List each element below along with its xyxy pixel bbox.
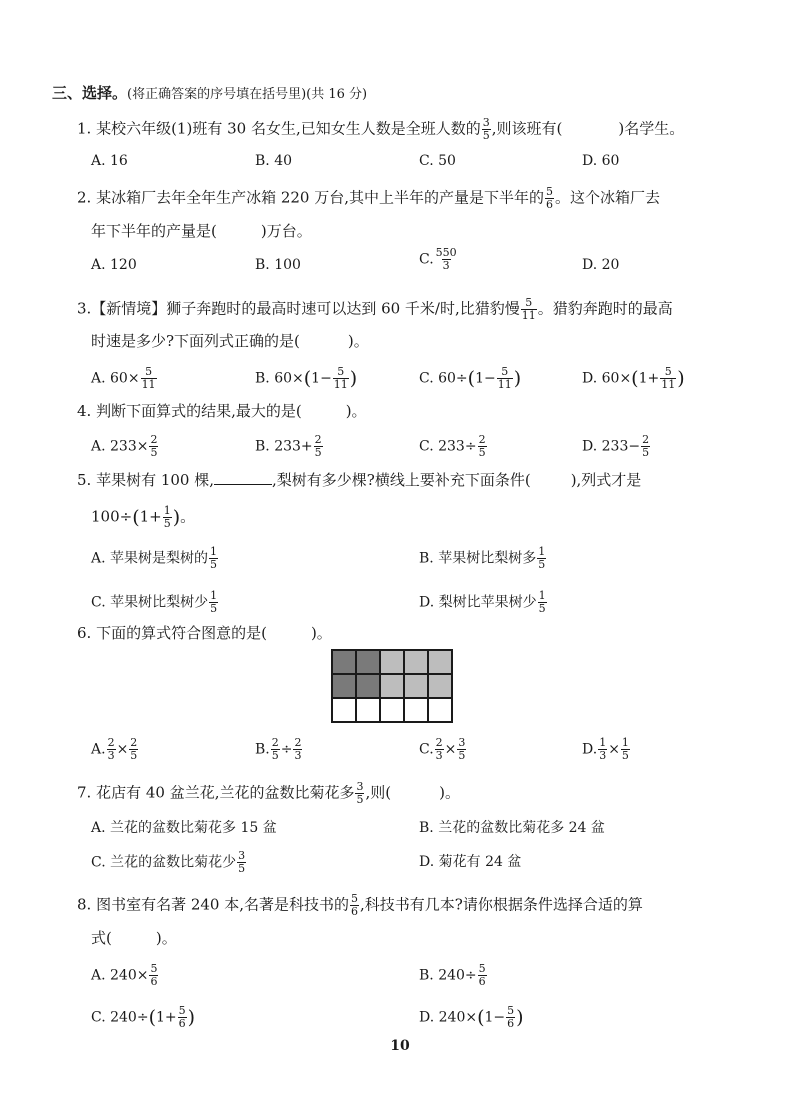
question-4 bbox=[77, 401, 367, 421]
question-1 bbox=[77, 117, 684, 142]
question-5-formula: 100÷(1+ $\frac{1}{5}$ )。 bbox=[91, 504, 196, 530]
q2-option-a[interactable]: A. 120 bbox=[91, 257, 137, 273]
question-2 bbox=[77, 186, 660, 211]
question-3-line-2 bbox=[91, 331, 369, 351]
section-instruction: (将正确答案的序号填在括号里)(共 16 分) bbox=[127, 87, 368, 102]
fraction: $\frac{1}{5}$ bbox=[163, 504, 171, 530]
grid-cell bbox=[404, 698, 428, 722]
q5-option-c[interactable]: C. 苹果树比梨树少 $\frac{1}{5}$ bbox=[91, 589, 218, 615]
grid-cell bbox=[404, 674, 428, 698]
question-7 bbox=[77, 781, 460, 806]
question-8 bbox=[77, 893, 643, 918]
q6-option-c[interactable]: C. $\frac{2}{3}$ × $\frac{3}{5}$ bbox=[419, 736, 466, 762]
fraction: $\frac{3}{5}$ bbox=[482, 116, 490, 142]
grid-cell bbox=[356, 674, 380, 698]
question-text: 5. 苹果树有 100 棵, bbox=[77, 471, 215, 489]
question-8-line-2 bbox=[91, 928, 177, 948]
fraction: $\frac{2}{5}$ bbox=[314, 433, 322, 459]
q7-option-d[interactable]: D. 菊花有 24 盆 bbox=[419, 854, 522, 870]
fraction: $\frac{5}{6}$ bbox=[351, 892, 359, 918]
question-text: )。 bbox=[155, 929, 177, 947]
grid-cell bbox=[428, 650, 452, 674]
q1-option-c[interactable]: C. 50 bbox=[419, 153, 456, 169]
q8-option-a[interactable]: A. 240× $\frac{5}{6}$ bbox=[91, 962, 158, 988]
question-6 bbox=[77, 623, 332, 643]
q6-option-b[interactable]: B. $\frac{2}{5}$ ÷ $\frac{2}{3}$ bbox=[255, 736, 302, 762]
q8-option-d[interactable]: D. 240×(1− $\frac{5}{6}$ ) bbox=[419, 1004, 524, 1030]
q5-option-b[interactable]: B. 苹果树比梨树多 $\frac{1}{5}$ bbox=[419, 545, 546, 571]
question-text: 年下半年的产量是( bbox=[91, 222, 217, 240]
fraction: $\frac{1}{5}$ bbox=[210, 589, 218, 615]
grid-cell bbox=[428, 698, 452, 722]
grid-cell bbox=[332, 650, 356, 674]
q8-option-c[interactable]: C. 240÷(1+ $\frac{5}{6}$ ) bbox=[91, 1004, 196, 1030]
question-text: )。 bbox=[310, 624, 332, 642]
grid-cell bbox=[332, 698, 356, 722]
grid-cell bbox=[356, 650, 380, 674]
question-3 bbox=[77, 297, 673, 322]
grid-cell bbox=[380, 650, 404, 674]
question-text: ,梨树有多少棵?横线上要补充下面条件( bbox=[272, 471, 531, 489]
fraction: $\frac{1}{5}$ bbox=[621, 736, 629, 762]
fraction: $\frac{5}{6}$ bbox=[178, 1004, 186, 1030]
question-text: 时速是多少?下面列式正确的是( bbox=[91, 332, 300, 350]
q4-option-c[interactable]: C. 233÷ $\frac{2}{5}$ bbox=[419, 433, 486, 459]
question-text: )万台。 bbox=[260, 222, 312, 240]
option-label: C. bbox=[419, 251, 434, 268]
fraction: $\frac{1}{5}$ bbox=[210, 545, 218, 571]
question-text: )。 bbox=[345, 402, 367, 420]
fraction: $\frac{5}{6}$ bbox=[546, 185, 554, 211]
question-text: 3.【新情境】狮子奔跑时的最高时速可以达到 60 千米/时,比猎豹慢 bbox=[77, 299, 520, 318]
q2-option-c[interactable] bbox=[419, 247, 459, 272]
question-text: 。猎豹奔跑时的最高 bbox=[537, 299, 673, 318]
grid-cell bbox=[332, 674, 356, 698]
q5-option-d[interactable]: D. 梨树比苹果树少 $\frac{1}{5}$ bbox=[419, 589, 546, 615]
fraction: $\frac{5}{6}$ bbox=[150, 962, 158, 988]
question-2-line-2 bbox=[91, 221, 312, 241]
question-text: )。 bbox=[439, 783, 460, 802]
fraction: $\frac{5}{11}$ bbox=[661, 365, 676, 391]
fraction: $\frac{2}{5}$ bbox=[150, 433, 158, 459]
fraction: $\frac{1}{5}$ bbox=[538, 589, 546, 615]
q1-option-d[interactable]: D. 60 bbox=[582, 153, 620, 169]
question-text: 式( bbox=[91, 929, 112, 947]
q7-option-c[interactable]: C. 兰花的盆数比菊花少 $\frac{3}{5}$ bbox=[91, 849, 246, 875]
question-text: ,则该班有( bbox=[491, 119, 563, 138]
fraction-area-model-grid bbox=[331, 649, 453, 723]
grid-cell bbox=[380, 674, 404, 698]
grid-cell bbox=[380, 698, 404, 722]
fraction: $\frac{2}{3}$ bbox=[294, 736, 302, 762]
q4-option-a[interactable]: A. 233× $\frac{2}{5}$ bbox=[91, 433, 158, 459]
q7-option-a[interactable]: A. 兰花的盆数比菊花多 15 盆 bbox=[91, 820, 277, 836]
q1-option-a[interactable]: A. 16 bbox=[91, 153, 128, 169]
fraction: $\frac{3}{5}$ bbox=[238, 849, 246, 875]
q3-option-b[interactable]: B. 60×(1− $\frac{5}{11}$ ) bbox=[255, 365, 358, 391]
q8-option-b[interactable]: B. 240÷ $\frac{5}{6}$ bbox=[419, 962, 486, 988]
question-text: 4. 判断下面算式的结果,最大的是( bbox=[77, 402, 302, 420]
fraction: $\frac{2}{5}$ bbox=[478, 433, 486, 459]
fraction: $\frac{2}{3}$ bbox=[107, 736, 115, 762]
q3-option-a[interactable]: A. 60× $\frac{5}{11}$ bbox=[91, 365, 156, 391]
q3-option-d[interactable]: D. 60×(1+ $\frac{5}{11}$ ) bbox=[582, 365, 685, 391]
fraction: $\frac{5}{11}$ bbox=[141, 365, 156, 391]
question-text: )名学生。 bbox=[618, 119, 685, 138]
fraction: $\frac{5}{6}$ bbox=[478, 962, 486, 988]
q1-option-b[interactable]: B. 40 bbox=[255, 153, 293, 169]
fraction: $\frac{5}{11}$ bbox=[521, 296, 536, 322]
section-title: 三、选择。 bbox=[52, 84, 128, 102]
fraction: $\frac{2}{3}$ bbox=[435, 736, 443, 762]
question-text: 7. 花店有 40 盆兰花,兰花的盆数比菊花多 bbox=[77, 783, 355, 802]
grid-cell bbox=[404, 650, 428, 674]
fill-in-underline[interactable] bbox=[214, 470, 272, 485]
question-text: 1. 某校六年级(1)班有 30 名女生,已知女生人数是全班人数的 bbox=[77, 119, 481, 138]
question-text: )。 bbox=[347, 332, 369, 350]
fraction: $\frac{5}{11}$ bbox=[497, 365, 512, 391]
q3-option-c[interactable]: C. 60÷(1− $\frac{5}{11}$ ) bbox=[419, 365, 522, 391]
q2-option-d[interactable]: D. 20 bbox=[582, 257, 620, 273]
grid-cell bbox=[356, 698, 380, 722]
q7-option-b[interactable]: B. 兰花的盆数比菊花多 24 盆 bbox=[419, 820, 605, 836]
q4-option-b[interactable]: B. 233+ $\frac{2}{5}$ bbox=[255, 433, 322, 459]
question-text: 8. 图书室有名著 240 本,名著是科技书的 bbox=[77, 895, 350, 914]
fraction: $\frac{1}{3}$ bbox=[599, 736, 607, 762]
fraction: $\frac{1}{5}$ bbox=[538, 545, 546, 571]
question-text: ,科技书有几本?请你根据条件选择合适的算 bbox=[360, 895, 643, 914]
question-text: ),列式才是 bbox=[570, 471, 642, 489]
fraction: $\frac{3}{5}$ bbox=[356, 780, 364, 806]
fraction: $\frac{3}{5}$ bbox=[458, 736, 466, 762]
section-heading bbox=[52, 83, 367, 105]
q2-option-b[interactable]: B. 100 bbox=[255, 257, 301, 273]
q4-option-d[interactable]: D. 233− $\frac{2}{5}$ bbox=[582, 433, 650, 459]
question-text: 6. 下面的算式符合图意的是( bbox=[77, 624, 267, 642]
fraction: $\frac{550}{3}$ bbox=[435, 246, 457, 272]
question-5 bbox=[77, 470, 641, 490]
fraction: $\frac{5}{11}$ bbox=[333, 365, 348, 391]
fraction: $\frac{2}{5}$ bbox=[130, 736, 138, 762]
question-text: 。这个冰箱厂去 bbox=[555, 188, 661, 207]
fraction: $\frac{2}{5}$ bbox=[271, 736, 279, 762]
q6-option-a[interactable]: A. $\frac{2}{3}$ × $\frac{2}{5}$ bbox=[91, 736, 138, 762]
q6-option-d[interactable]: D. $\frac{1}{3}$ × $\frac{1}{5}$ bbox=[582, 736, 629, 762]
page-number: 10 bbox=[390, 1038, 410, 1054]
q5-option-a[interactable]: A. 苹果树是梨树的 $\frac{1}{5}$ bbox=[91, 545, 218, 571]
grid-cell bbox=[428, 674, 452, 698]
question-text: ,则( bbox=[365, 783, 392, 802]
fraction: $\frac{5}{6}$ bbox=[507, 1004, 515, 1030]
question-text: 2. 某冰箱厂去年全年生产冰箱 220 万台,其中上半年的产量是下半年的 bbox=[77, 188, 545, 207]
fraction: $\frac{2}{5}$ bbox=[642, 433, 650, 459]
